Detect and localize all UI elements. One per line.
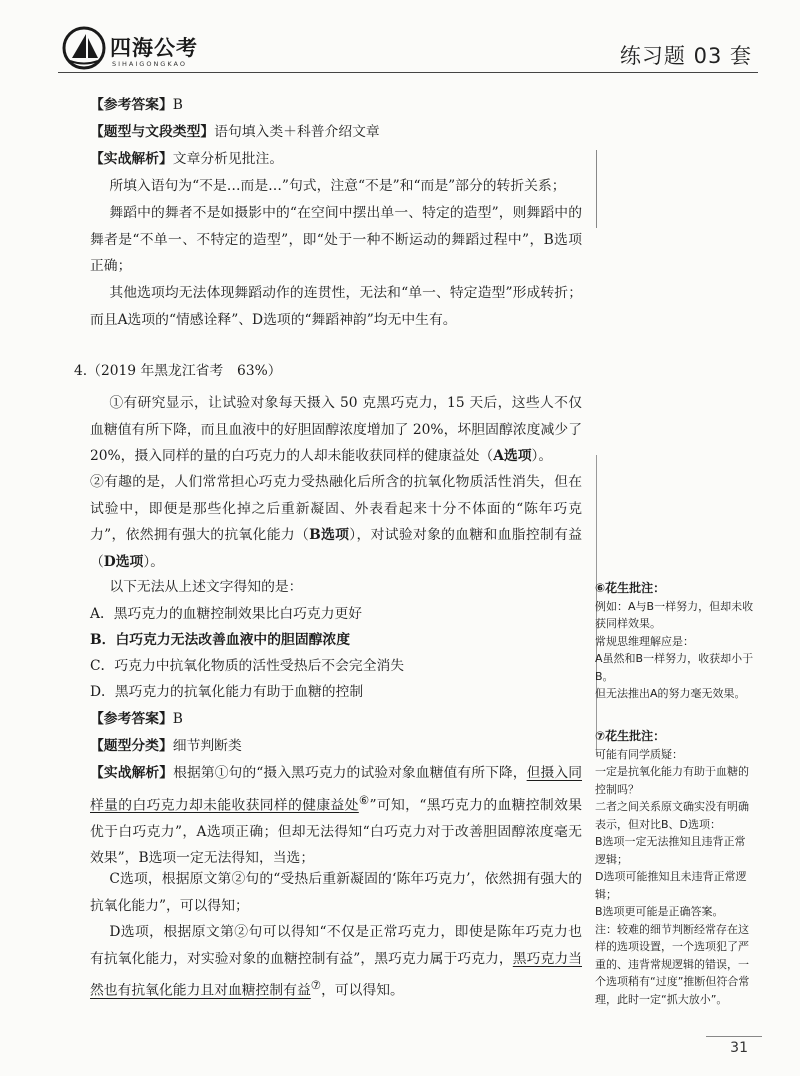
analysis-d-text: D选项，根据原文第②句可以得知“不仅是正常巧克力，即使是陈年巧克力也有抗氧化能力，对实验对象的血糖控制有益”，黑巧克力属于巧克力， bbox=[90, 924, 582, 967]
side-note-6-line: 常规思维理解应是： bbox=[595, 634, 694, 648]
brand-name: 四海公考 bbox=[110, 36, 198, 60]
type-value: 语句填入类＋科普介绍文章 bbox=[214, 124, 380, 140]
passage-2-end: ）。 bbox=[143, 553, 165, 570]
side-note-7-line: 一定是抗氧化能力有助于血糖的控制吗？ bbox=[595, 765, 749, 796]
analysis-c: C选项，根据原文第②句的“受热后重新凝固的‘陈年巧克力’，依然拥有强大的抗氧化能力”，可以得知； bbox=[90, 871, 582, 914]
part1-paragraph-3: 其他选项均无法体现舞蹈动作的连贯性，无法和“单一、特定造型”形成转折；而且A选项的“情感诠释”、D选项的“舞蹈神韵”均无中生有。 bbox=[90, 285, 582, 328]
page-number-rule bbox=[706, 1036, 762, 1037]
sail-logo-icon bbox=[62, 26, 106, 70]
question-passage-1 bbox=[90, 390, 582, 470]
analysis-tag-2: 【实战解析】 bbox=[90, 765, 174, 781]
part1-paragraph-2: 舞蹈中的舞者不是如摄影中的“在空间中摆出单一、特定的造型”，则舞蹈中的舞者是“不单一、不特定的造型”，即“处于一种不断运动的舞蹈过程中”，B选项正确； bbox=[90, 205, 582, 274]
question-stem: 以下无法从上述文字得知的是： bbox=[109, 579, 303, 595]
analysis-underline-2: 黑巧克力当然也有抗氧化能力且对血糖控制有益 bbox=[90, 950, 582, 999]
side-note-7-line: 二者之间关系原文确实没有明确表示，但对比B、D选项： bbox=[595, 800, 749, 831]
note-ref-6: ⑥ bbox=[358, 792, 370, 807]
question-heading: 4.（2019 年黑龙江省考 63%） bbox=[74, 363, 282, 379]
analysis-d-end: ，可以得知。 bbox=[321, 982, 404, 999]
type-value-2: 细节判断类 bbox=[172, 738, 242, 754]
analysis-value: 文章分析见批注。 bbox=[172, 151, 284, 167]
side-note-7-line: 注：较难的细节判断经常存在这样的选项设置，一个选项犯了严重的、违背常规逻辑的错误，一个选项稍有“过度”推断但符合常理，此时一定“抓大放小”。 bbox=[595, 922, 750, 1006]
type-tag: 【题型与文段类型】 bbox=[90, 124, 215, 140]
side-note-6-line: A虽然和B一样努力，收获却小于B。 bbox=[595, 652, 754, 683]
header-divider bbox=[58, 72, 758, 73]
side-note-7-line: B选项更可能是正确答案。 bbox=[595, 905, 724, 918]
passage-2-option-2: D选项 bbox=[103, 553, 144, 570]
margin-rule bbox=[596, 150, 597, 228]
answer-value: B bbox=[172, 97, 183, 113]
analysis-underline-1: 但摄入同样量的白巧克力却未能收获同样的健康益处 bbox=[90, 765, 583, 814]
option-c: C．巧克力中抗氧化物质的活性受热后不会完全消失 bbox=[90, 658, 405, 674]
side-note-7-title: ⑦花生批注： bbox=[595, 729, 666, 743]
brand-subtitle: SIHAIGONGKAO bbox=[112, 60, 187, 68]
passage-2-option: B选项 bbox=[309, 527, 350, 543]
answer-tag: 【参考答案】 bbox=[90, 97, 173, 113]
side-note-6 bbox=[595, 580, 755, 703]
note-ref-7: ⑦ bbox=[310, 978, 322, 992]
option-a: A．黑巧克力的血糖控制效果比白巧克力更好 bbox=[90, 606, 363, 622]
passage-2-mid: ），对试验对象的血糖和血脂控制有益（ bbox=[90, 527, 582, 570]
analysis-line-1 bbox=[90, 146, 582, 173]
page-number: 31 bbox=[730, 1040, 748, 1056]
answer-tag-2: 【参考答案】 bbox=[90, 711, 173, 727]
side-note-7 bbox=[595, 728, 755, 1008]
option-d: D．黑巧克力的抗氧化能力有助于血糖的控制 bbox=[90, 684, 364, 700]
type-line-1 bbox=[90, 119, 582, 146]
analysis-a1-end: ”可知，“黑巧克力的血糖控制效果优于白巧克力”，A选项正确；但却无法得知“白巧克力对于改善胆固醇浓度毫无效果”，B选项一定无法得知，当选； bbox=[90, 797, 583, 867]
analysis-d bbox=[90, 919, 582, 1004]
side-note-6-line: 但无法推出A的努力毫无效果。 bbox=[595, 687, 746, 700]
analysis-line-2 bbox=[90, 760, 582, 872]
side-note-7-line: B选项一定无法推知且违背正常逻辑； bbox=[595, 835, 746, 866]
passage-1-text: ①有研究显示，让试验对象每天摄入 50 克黑巧克力，15 天后，这些人不仅血糖值有所下降，而且血液中的好胆固醇浓度增加了 20%，坏胆固醇浓度减少了 20%，摄入同样的量的白巧克力的人却未能收获同样的健康益处（ bbox=[90, 395, 582, 464]
side-note-6-line: 例如：A与B一样努力，但却未收获同样效果。 bbox=[595, 599, 754, 630]
question-passage-2 bbox=[90, 469, 582, 575]
side-note-7-line: D选项可能推知且未违背正常逻辑； bbox=[595, 870, 747, 901]
side-note-7-line: 可能有同学质疑： bbox=[595, 747, 683, 761]
answer-line-2 bbox=[90, 706, 582, 733]
passage-1-end: ）。 bbox=[531, 448, 553, 464]
part1-paragraph-1: 所填入语句为“不是…而是…”句式，注意“不是”和“而是”部分的转折关系； bbox=[109, 178, 566, 194]
answer-line-1 bbox=[90, 92, 582, 119]
side-note-6-title: ⑥花生批注： bbox=[595, 581, 666, 595]
type-line-2 bbox=[90, 733, 582, 760]
analysis-a1: 根据第①句的“摄入黑巧克力的试验对象血糖值有所下降， bbox=[173, 765, 527, 781]
answer-value-2: B bbox=[172, 711, 183, 727]
set-title: 练习题 03 套 bbox=[619, 44, 752, 68]
analysis-tag: 【实战解析】 bbox=[90, 151, 173, 167]
option-b: B．白巧克力无法改善血液中的胆固醇浓度 bbox=[90, 632, 351, 648]
passage-2-text: ②有趣的是，人们常常担心巧克力受热融化后所含的抗氧化物质活性消失，但在试验中，即便是那些化掉之后重新凝固、外表看起来十分不体面的“陈年巧克力”，依然拥有强大的抗氧化能力（ bbox=[90, 474, 582, 543]
brand-logo bbox=[62, 26, 202, 76]
passage-1-option: A选项 bbox=[493, 448, 532, 464]
type-tag-2: 【题型分类】 bbox=[90, 738, 173, 754]
